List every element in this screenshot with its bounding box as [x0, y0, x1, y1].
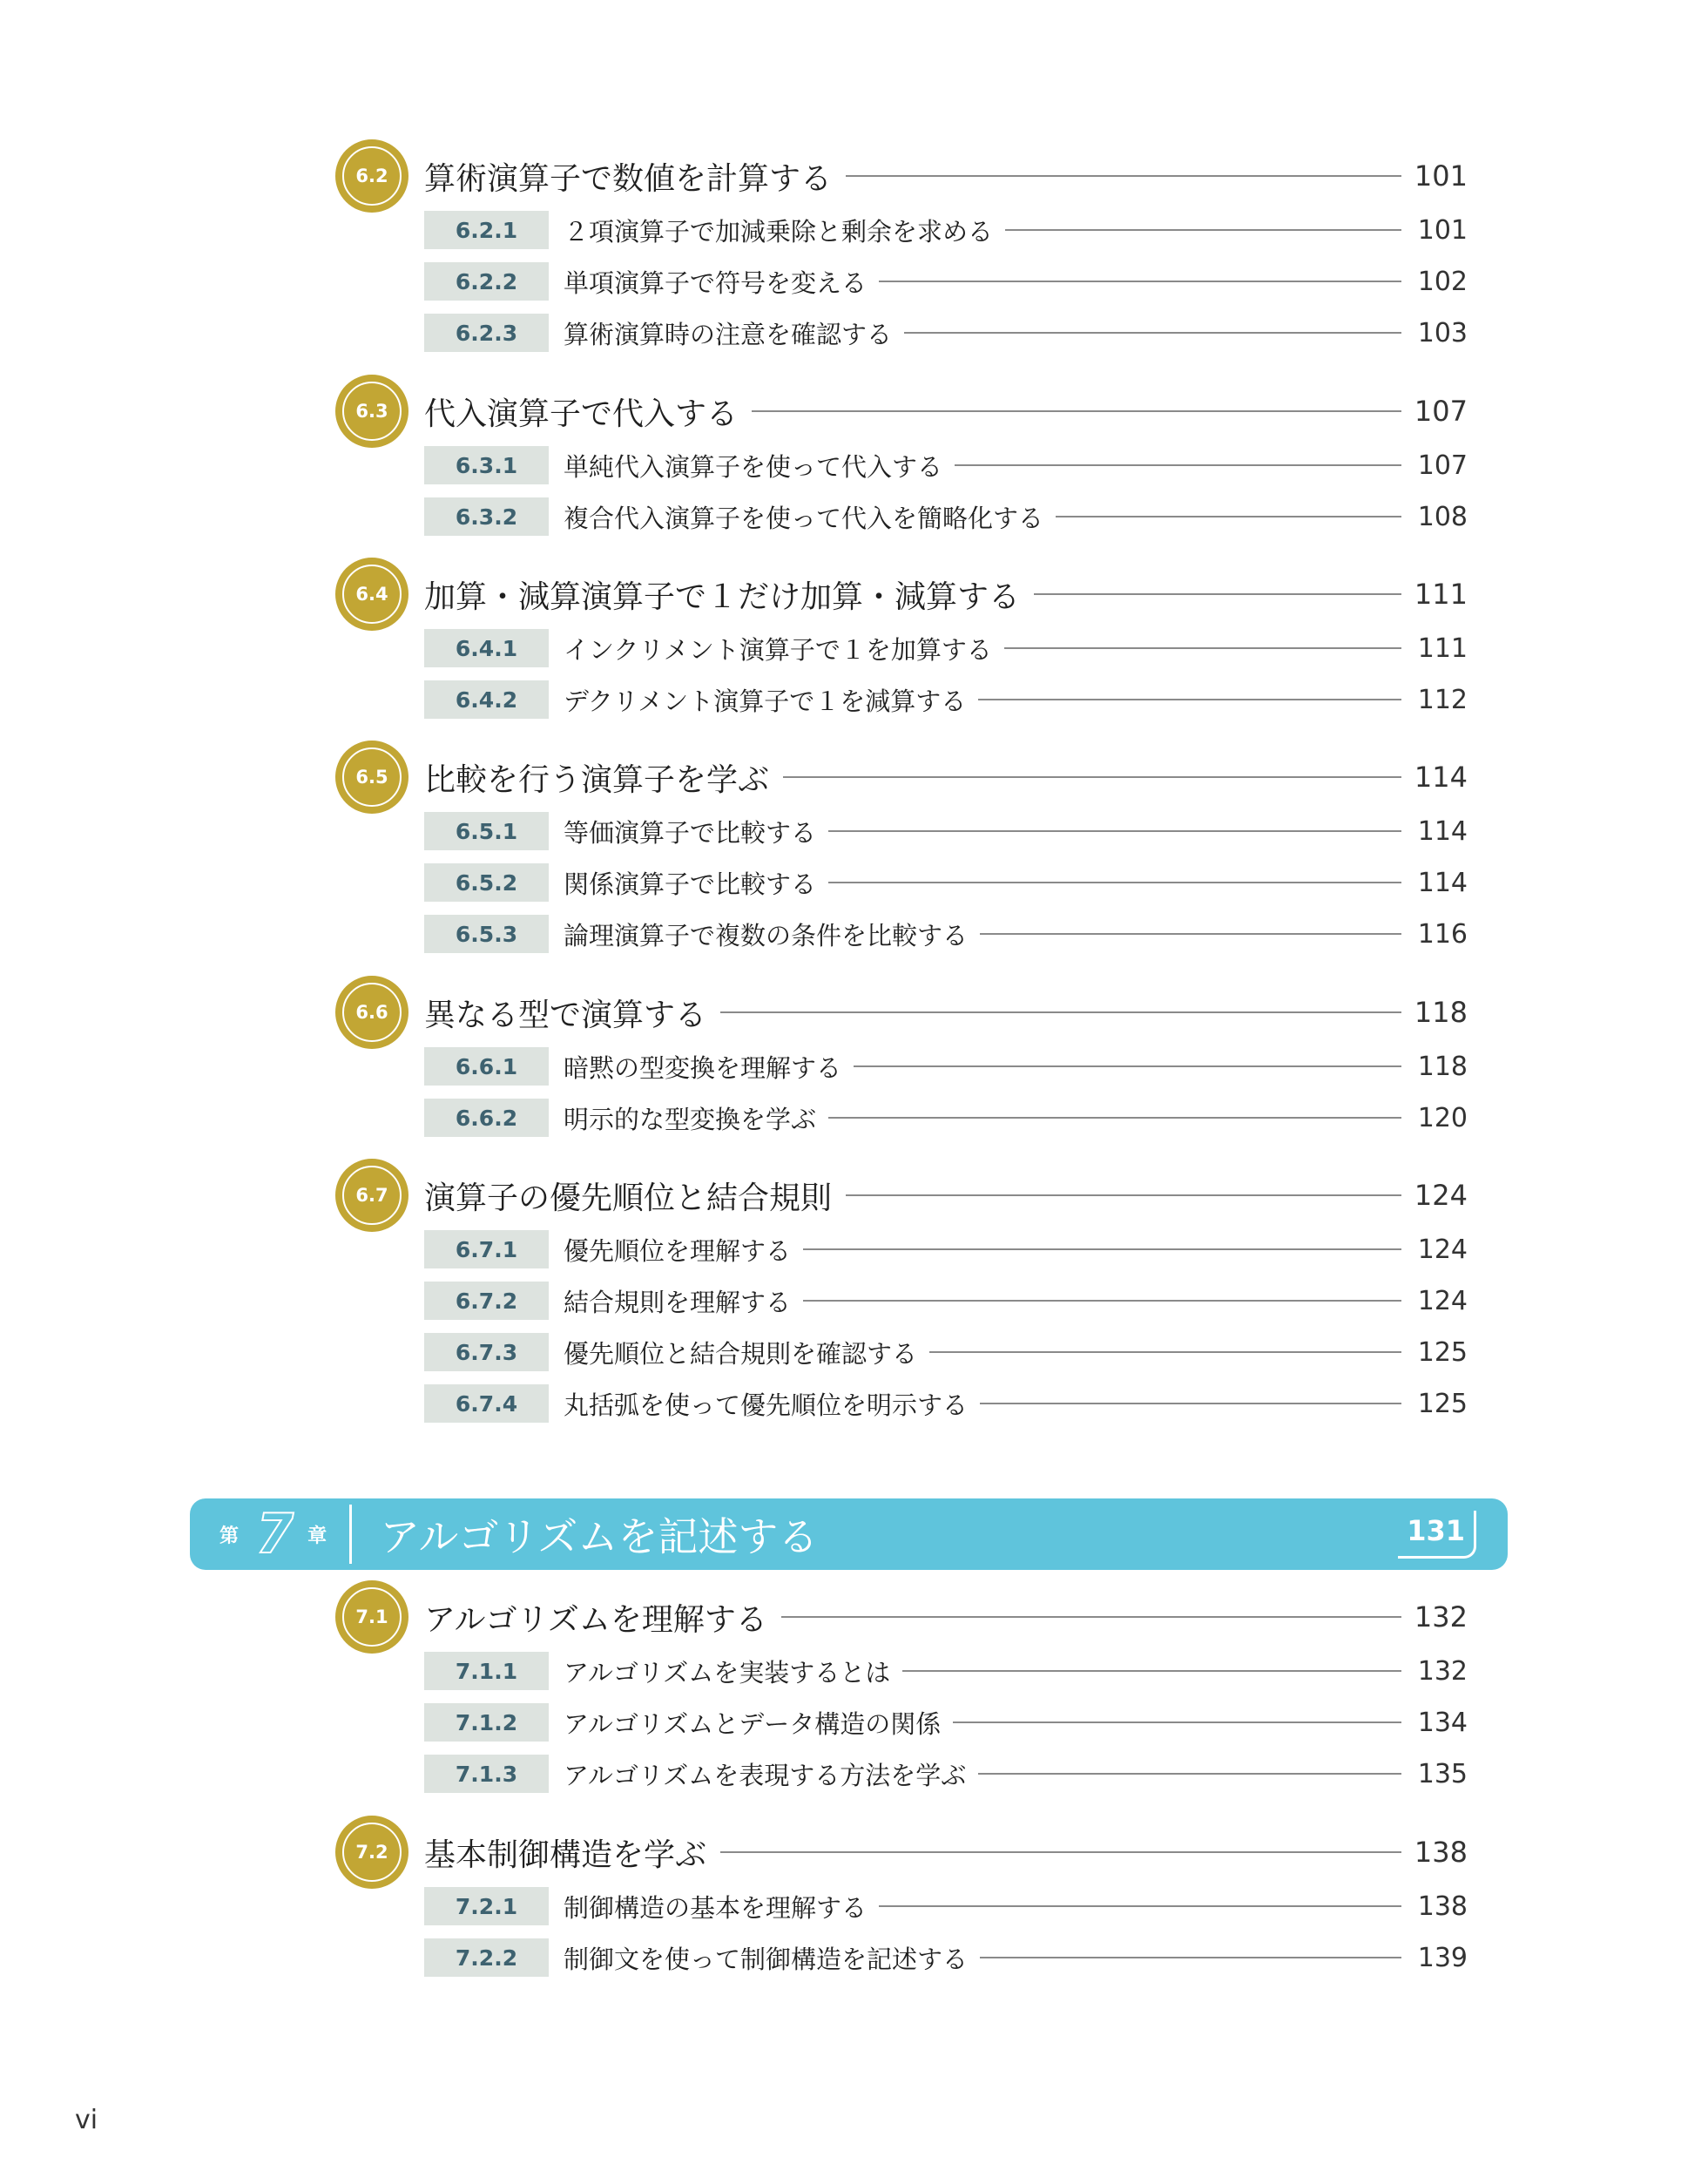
- subsection-entry[interactable]: [424, 262, 1468, 301]
- leader-line: [1034, 593, 1401, 595]
- subsection-title: 単項演算子で符号を変える: [564, 267, 868, 298]
- subsection-title: 優先順位を理解する: [564, 1235, 792, 1266]
- chapter-prefix: 第: [219, 1525, 240, 1547]
- leader-line: [1005, 229, 1401, 231]
- leader-line: [955, 464, 1401, 466]
- section-entry[interactable]: [335, 973, 1468, 1052]
- subsection-number: 6.3.1: [424, 446, 549, 484]
- section-number-badge: [335, 558, 408, 631]
- section-number: 6.5: [355, 767, 388, 788]
- subsection-entry[interactable]: [424, 1887, 1468, 1925]
- subsection-entry[interactable]: [424, 1755, 1468, 1793]
- subsection-title: インクリメント演算子で１を加算する: [564, 634, 992, 665]
- subsection-page: 132: [1417, 1655, 1468, 1687]
- subsection-page: 125: [1417, 1388, 1468, 1419]
- subsection-title: 制御文を使って制御構造を記述する: [564, 1944, 969, 1974]
- section-title: 代入演算子で代入する: [424, 396, 739, 432]
- leader-line: [978, 699, 1401, 700]
- section-page: 138: [1414, 1836, 1468, 1869]
- subsection-page: 101: [1417, 214, 1468, 246]
- leader-line: [781, 1616, 1401, 1618]
- subsection-page: 108: [1417, 501, 1468, 532]
- section-title: 算術演算子で数値を計算する: [424, 160, 833, 197]
- subsection-title: 等価演算子で比較する: [564, 817, 817, 848]
- section-entry[interactable]: [335, 372, 1468, 450]
- chapter-7-header[interactable]: [190, 1498, 1508, 1570]
- subsection-title: 算術演算時の注意を確認する: [564, 319, 893, 349]
- subsection-number: 6.6.2: [424, 1099, 549, 1137]
- leader-line: [854, 1065, 1401, 1067]
- section-number-badge: [335, 139, 408, 213]
- subsection-entry[interactable]: [424, 863, 1468, 902]
- subsection-title: アルゴリズムとデータ構造の関係: [564, 1708, 942, 1739]
- leader-line: [828, 882, 1401, 883]
- subsection-title: 明示的な型変換を学ぶ: [564, 1104, 817, 1134]
- subsection-entry[interactable]: [424, 1652, 1468, 1690]
- section-page: 124: [1414, 1179, 1468, 1212]
- section-entry[interactable]: [335, 738, 1468, 816]
- section-title: 基本制御構造を学ぶ: [424, 1836, 707, 1873]
- leader-line: [980, 1403, 1401, 1404]
- leader-line: [720, 1851, 1401, 1853]
- section-title: 異なる型で演算する: [424, 997, 707, 1033]
- subsection-number: 6.7.1: [424, 1230, 549, 1268]
- leader-line: [879, 1905, 1401, 1907]
- subsection-entry[interactable]: [424, 1384, 1468, 1423]
- subsection-entry[interactable]: [424, 497, 1468, 536]
- leader-line: [1004, 647, 1401, 649]
- subsection-number: 6.4.2: [424, 680, 549, 719]
- section-page: 118: [1414, 996, 1468, 1029]
- subsection-number: 6.3.2: [424, 497, 549, 536]
- subsection-title: 暗黙の型変換を理解する: [564, 1052, 842, 1083]
- section-page: 101: [1414, 159, 1468, 193]
- leader-line: [752, 410, 1401, 412]
- subsection-number: 6.6.1: [424, 1047, 549, 1086]
- subsection-entry[interactable]: [424, 629, 1468, 667]
- section-number-badge: [335, 1580, 408, 1654]
- leader-line: [904, 332, 1401, 334]
- subsection-page: 138: [1417, 1891, 1468, 1922]
- leader-line: [783, 776, 1401, 778]
- subsection-number: 6.2.1: [424, 211, 549, 249]
- leader-line: [978, 1773, 1401, 1775]
- subsection-number: 6.2.2: [424, 262, 549, 301]
- section-page: 114: [1414, 761, 1468, 794]
- subsection-title: アルゴリズムを表現する方法を学ぶ: [564, 1760, 967, 1790]
- subsection-entry[interactable]: [424, 446, 1468, 484]
- subsection-page: 111: [1417, 632, 1468, 664]
- section-title: アルゴリズムを理解する: [424, 1601, 767, 1638]
- subsection-page: 103: [1417, 317, 1468, 348]
- section-number-badge: [335, 375, 408, 448]
- section-number-badge: [335, 1159, 408, 1232]
- subsection-entry[interactable]: [424, 211, 1468, 249]
- chapter-divider: [349, 1505, 352, 1564]
- subsection-title: 丸括弧を使って優先順位を明示する: [564, 1390, 969, 1420]
- leader-line: [980, 933, 1401, 935]
- chapter-suffix: 章: [307, 1525, 327, 1547]
- leader-line: [980, 1957, 1401, 1958]
- subsection-entry[interactable]: [424, 1230, 1468, 1268]
- subsection-page: 125: [1417, 1336, 1468, 1368]
- subsection-page: 118: [1417, 1051, 1468, 1082]
- subsection-number: 7.1.2: [424, 1703, 549, 1742]
- subsection-entry[interactable]: [424, 915, 1468, 953]
- section-title: 演算子の優先順位と結合規則: [424, 1180, 833, 1216]
- section-page: 111: [1414, 578, 1468, 611]
- subsection-number: 7.1.3: [424, 1755, 549, 1793]
- section-number-badge: [335, 976, 408, 1049]
- subsection-number: 7.1.1: [424, 1652, 549, 1690]
- section-title: 加算・減算演算子で１だけ加算・減算する: [424, 578, 1021, 615]
- leader-line: [953, 1721, 1401, 1723]
- subsection-number: 7.2.1: [424, 1887, 549, 1925]
- chapter-title: アルゴリズムを記述する: [380, 1513, 819, 1560]
- leader-line: [828, 830, 1401, 832]
- section-number-badge: [335, 1816, 408, 1889]
- subsection-number: 6.7.3: [424, 1333, 549, 1371]
- leader-line: [803, 1300, 1401, 1302]
- subsection-entry[interactable]: [424, 1333, 1468, 1371]
- subsection-page: 124: [1417, 1285, 1468, 1316]
- section-number-badge: [335, 741, 408, 814]
- subsection-page: 102: [1417, 266, 1468, 297]
- subsection-page: 124: [1417, 1234, 1468, 1265]
- page-folio: vi: [75, 2105, 98, 2135]
- subsection-entry[interactable]: [424, 1938, 1468, 1977]
- subsection-number: 6.7.4: [424, 1384, 549, 1423]
- section-entry[interactable]: [335, 1156, 1468, 1234]
- subsection-number: 6.2.3: [424, 314, 549, 352]
- chapter-number: 7: [256, 1502, 294, 1566]
- chapter-page: 131: [1398, 1511, 1476, 1559]
- subsection-page: 135: [1417, 1758, 1468, 1789]
- subsection-page: 116: [1417, 918, 1468, 950]
- section-entry[interactable]: [335, 137, 1468, 215]
- subsection-title: アルゴリズムを実装するとは: [564, 1657, 891, 1688]
- subsection-number: 6.5.1: [424, 812, 549, 850]
- leader-line: [879, 281, 1401, 282]
- subsection-entry[interactable]: [424, 680, 1468, 719]
- subsection-number: 6.5.2: [424, 863, 549, 902]
- section-number: 7.2: [355, 1842, 388, 1863]
- section-number: 7.1: [355, 1606, 388, 1627]
- subsection-entry[interactable]: [424, 314, 1468, 352]
- subsection-title: デクリメント演算子で１を減算する: [564, 686, 967, 716]
- subsection-number: 6.4.1: [424, 629, 549, 667]
- subsection-entry[interactable]: [424, 1703, 1468, 1742]
- leader-line: [1056, 516, 1401, 517]
- leader-line: [846, 175, 1401, 177]
- section-number: 6.4: [355, 584, 388, 605]
- leader-line: [803, 1248, 1401, 1250]
- subsection-number: 6.7.2: [424, 1282, 549, 1320]
- subsection-page: 114: [1417, 867, 1468, 898]
- subsection-page: 120: [1417, 1102, 1468, 1133]
- leader-line: [929, 1351, 1401, 1353]
- section-entry[interactable]: [335, 1813, 1468, 1891]
- section-number: 6.3: [355, 401, 388, 422]
- subsection-title: ２項演算子で加減乗除と剰余を求める: [564, 216, 994, 247]
- subsection-page: 112: [1417, 684, 1468, 715]
- subsection-title: 関係演算子で比較する: [564, 869, 817, 899]
- subsection-entry[interactable]: [424, 1099, 1468, 1137]
- subsection-entry[interactable]: [424, 812, 1468, 850]
- subsection-title: 単純代入演算子を使って代入する: [564, 451, 943, 482]
- section-number: 6.2: [355, 166, 388, 186]
- subsection-title: 複合代入演算子を使って代入を簡略化する: [564, 503, 1044, 533]
- section-entry[interactable]: [335, 555, 1468, 633]
- leader-line: [720, 1011, 1401, 1013]
- section-number: 6.6: [355, 1002, 388, 1023]
- section-number: 6.7: [355, 1185, 388, 1206]
- subsection-page: 107: [1417, 450, 1468, 481]
- subsection-page: 134: [1417, 1707, 1468, 1738]
- subsection-entry[interactable]: [424, 1282, 1468, 1320]
- subsection-title: 優先順位と結合規則を確認する: [564, 1338, 918, 1369]
- subsection-page: 114: [1417, 815, 1468, 847]
- subsection-title: 結合規則を理解する: [564, 1287, 792, 1317]
- section-page: 107: [1414, 395, 1468, 428]
- subsection-entry[interactable]: [424, 1047, 1468, 1086]
- leader-line: [846, 1194, 1401, 1196]
- subsection-title: 制御構造の基本を理解する: [564, 1892, 868, 1923]
- subsection-number: 6.5.3: [424, 915, 549, 953]
- subsection-number: 7.2.2: [424, 1938, 549, 1977]
- subsection-title: 論理演算子で複数の条件を比較する: [564, 920, 969, 950]
- leader-line: [902, 1670, 1401, 1672]
- section-page: 132: [1414, 1600, 1468, 1634]
- subsection-page: 139: [1417, 1942, 1468, 1973]
- section-title: 比較を行う演算子を学ぶ: [424, 761, 770, 798]
- leader-line: [828, 1117, 1401, 1119]
- section-entry[interactable]: [335, 1578, 1468, 1656]
